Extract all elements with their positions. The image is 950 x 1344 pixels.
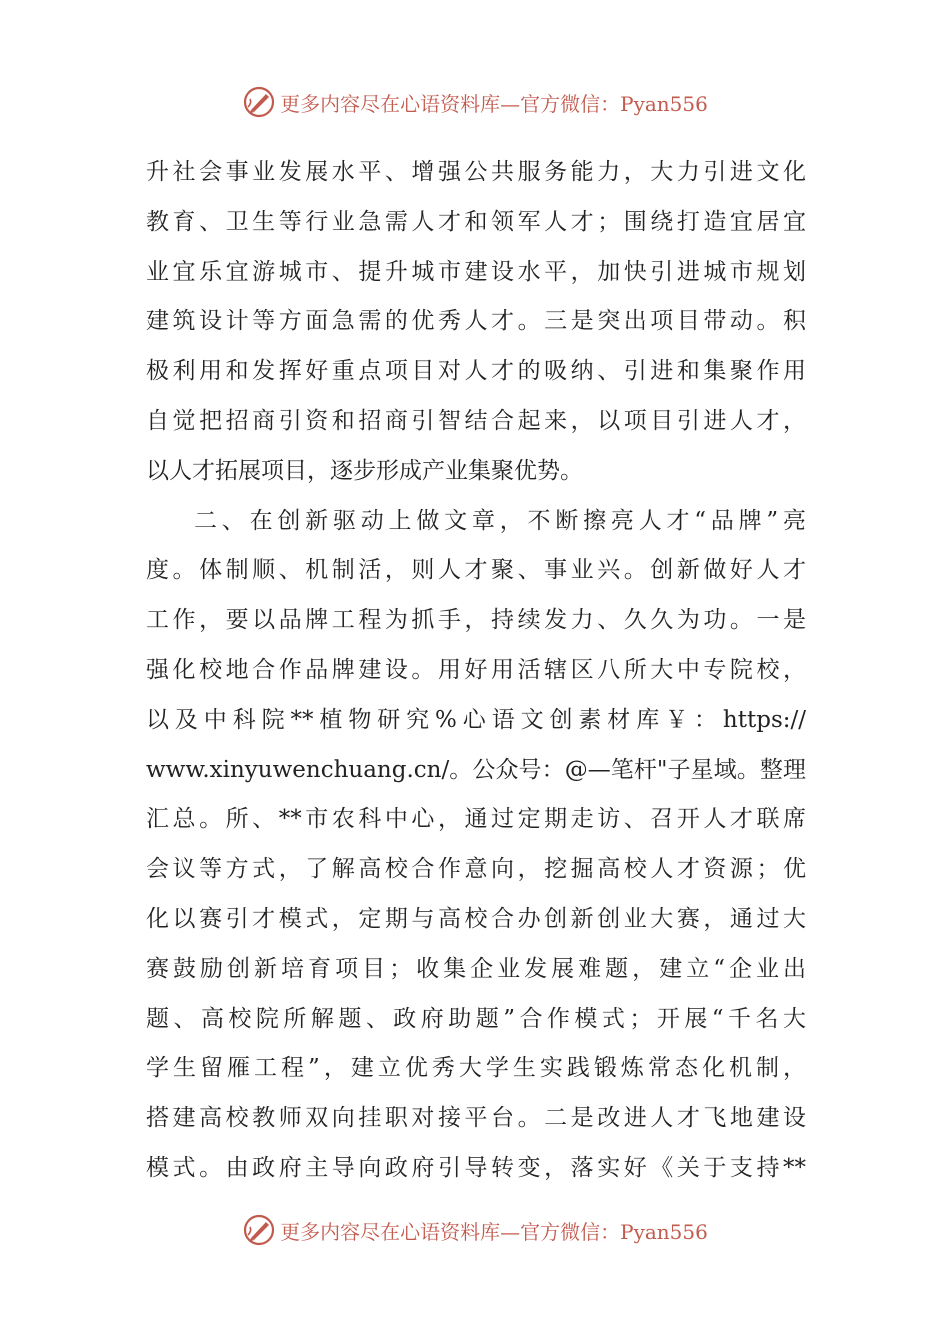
text-line: 模式。由政府主导向政府引导转变，落实好《关于支持** <box>146 1154 806 1181</box>
text-line: 自觉把招商引资和招商引智结合起来，以项目引进人才， <box>146 407 806 434</box>
text-line: 赛鼓励创新培育项目；收集企业发展难题，建立“企业出 <box>146 955 806 982</box>
footer-banner <box>0 1210 950 1250</box>
text-line: 以人才拓展项目，逐步形成产业集聚优势。 <box>146 457 583 484</box>
text-line: 度。体制顺、机制活，则人才聚、事业兴。创新做好人才 <box>146 557 806 584</box>
pen-logo-icon <box>242 1213 276 1247</box>
text-line: 工作，要以品牌工程为抓手，持续发力、久久为功。一是 <box>146 607 806 634</box>
text-line: 以及中科院**植物研究%心语文创素材库￥：https:// <box>146 706 806 733</box>
text-line: 建筑设计等方面急需的优秀人才。三是突出项目带动。积 <box>146 308 806 335</box>
footer-banner-text: 更多内容尽在心语资料库—官方微信：Pyan556 <box>280 1219 708 1244</box>
header-banner <box>0 82 950 122</box>
text-line: 化以赛引才模式，定期与高校合办创新创业大赛，通过大 <box>146 905 806 932</box>
text-line: 强化校地合作品牌建设。用好用活辖区八所大中专院校， <box>146 656 806 683</box>
section-heading-line: 二、在创新驱动上做文章，不断擦亮人才“品牌”亮 <box>194 507 806 534</box>
text-line: 升社会事业发展水平、增强公共服务能力，大力引进文化 <box>146 159 806 185</box>
text-line: 学生留雁工程”，建立优秀大学生实践锻炼常态化机制， <box>146 1055 806 1082</box>
pen-logo-icon <box>242 85 276 119</box>
text-line: 业宜乐宜游城市、提升城市建设水平，加快引进城市规划 <box>146 258 806 285</box>
text-line: 教育、卫生等行业急需人才和领军人才；围绕打造宜居宜 <box>146 208 806 235</box>
text-line: 极利用和发挥好重点项目对人才的吸纳、引进和集聚作用 <box>146 358 806 385</box>
text-line: 搭建高校教师双向挂职对接平台。二是改进人才飞地建设 <box>146 1105 806 1132</box>
header-banner-text: 更多内容尽在心语资料库—官方微信：Pyan556 <box>280 91 708 116</box>
text-line: 题、高校院所解题、政府助题”合作模式；开展“千名大 <box>146 1005 806 1032</box>
text-line: 会议等方式，了解高校合作意向，挖掘高校人才资源；优 <box>146 856 806 883</box>
text-line: www.xinyuwenchuang.cn/。公众号：@—笔杆"子星域。整理 <box>146 756 806 783</box>
text-line: 汇总。所、**市农科中心，通过定期走访、召开人才联席 <box>146 806 806 833</box>
document-body <box>146 148 806 1194</box>
